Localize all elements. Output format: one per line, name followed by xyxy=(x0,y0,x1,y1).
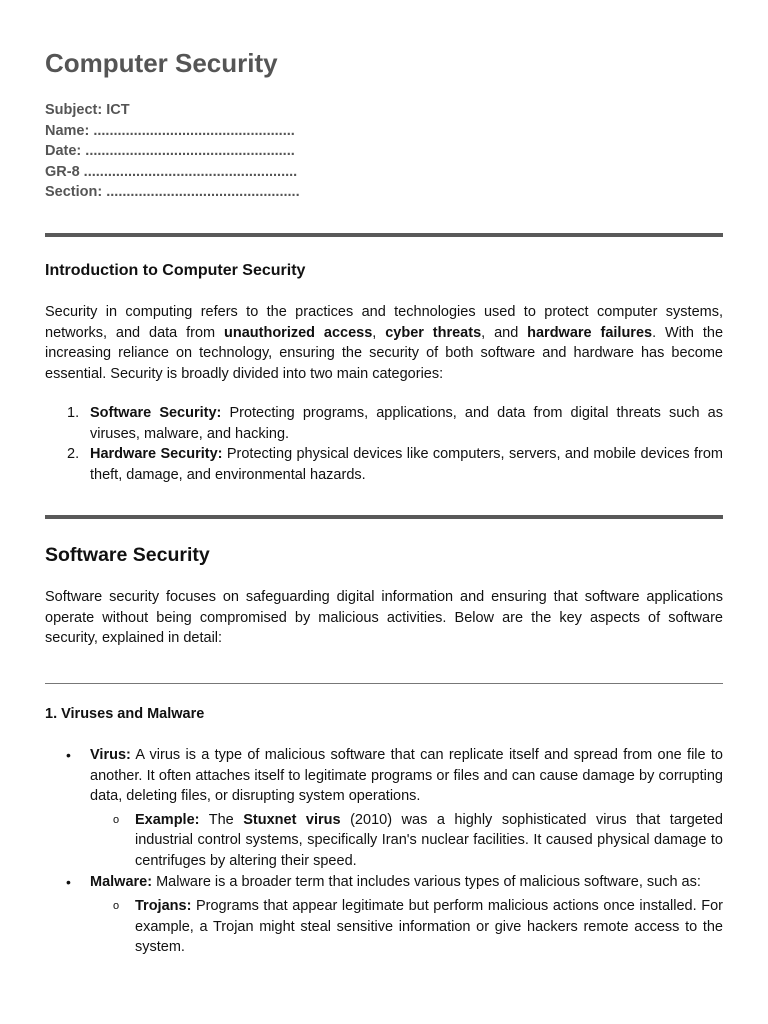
list-text: Protecting physical devices like computers, servers, and mobile devices from theft, damage, and environmental hazards. xyxy=(90,446,724,483)
example-term: Example: xyxy=(135,811,200,828)
malware-term: Malware: xyxy=(90,873,153,890)
intro-text: . With the increasing reliance on technology, ensuring the security of both software and hardware has become essential. Security is broadly divided into two main categories: xyxy=(45,324,724,382)
software-security-paragraph: Software security focuses on safeguarding digital information and ensuring that software applications operate without being compromised by malicious activities. Below are the key aspects of software security, explained in detail: xyxy=(45,589,723,647)
list-item xyxy=(45,872,723,958)
section-divider xyxy=(45,515,723,519)
section-divider xyxy=(45,233,723,237)
section-line: Section: ................................................ xyxy=(45,184,300,201)
list-number: 2. xyxy=(67,446,80,463)
viruses-malware-heading: 1. Viruses and Malware xyxy=(45,706,205,722)
list-term: Software Security: xyxy=(90,405,222,421)
sub-bullet-glyph: o xyxy=(113,900,120,913)
list-item xyxy=(45,745,723,872)
term-unauthorized-access: unauthorized access xyxy=(224,324,373,341)
security-categories-list xyxy=(45,403,723,485)
intro-separator: , and xyxy=(481,324,528,341)
list-item xyxy=(45,403,723,444)
list-item xyxy=(90,896,723,958)
virus-text: A virus is a type of malicious software that can replicate itself and spread from one file to another. It often attaches itself to legitimate programs or files and can cause damage by corrupting data, deleting files, or disrupting system operations. xyxy=(90,747,723,805)
virus-term: Virus: xyxy=(90,747,131,763)
intro-paragraph xyxy=(45,302,723,384)
sub-bullet-glyph: o xyxy=(113,813,120,826)
document-title: Computer Security xyxy=(45,48,278,78)
subsection-divider xyxy=(45,683,723,684)
example-text: (2010) was a highly sophisticated virus that targeted industrial control systems, specifically Iran's nuclear facilities. It caused physical damage to centrifuges by altering their speed. xyxy=(135,811,723,869)
list-number: 1. xyxy=(67,405,80,421)
bullet-glyph: • xyxy=(66,873,71,890)
list-text: Protecting programs, applications, and data from digital threats such as viruses, malware, and hacking. xyxy=(90,405,723,442)
trojans-text: Programs that appear legitimate but perform malicious actions once installed. For example, a Trojan might steal sensitive information or give hackers remote access to the system. xyxy=(135,898,723,956)
software-security-heading: Software Security xyxy=(45,544,210,566)
student-info-block xyxy=(45,100,300,203)
date-line: Date: .................................................... xyxy=(45,143,295,160)
grade-line: GR-8 ..................................................... xyxy=(45,163,298,180)
term-hardware-failures: hardware failures xyxy=(527,324,653,341)
intro-separator: , xyxy=(372,324,386,341)
name-line: Name: .................................................. xyxy=(45,122,295,139)
bullet-glyph: • xyxy=(66,747,71,763)
malware-text: Malware is a broader term that includes various types of malicious software, such as: xyxy=(152,873,701,890)
example-text: The xyxy=(199,811,244,828)
stuxnet-term: Stuxnet virus xyxy=(243,811,341,828)
term-cyber-threats: cyber threats xyxy=(385,324,482,341)
subject-line: Subject: ICT xyxy=(45,102,130,118)
virus-sublist xyxy=(90,810,723,872)
list-term: Hardware Security: xyxy=(90,446,223,463)
malware-sublist xyxy=(90,896,723,958)
intro-heading: Introduction to Computer Security xyxy=(45,262,306,279)
list-item xyxy=(45,444,723,485)
viruses-malware-list xyxy=(45,745,723,958)
intro-text: Security in computing refers to the practices and technologies used to protect computer systems, networks, and data from xyxy=(45,304,723,341)
trojans-term: Trojans: xyxy=(135,898,192,915)
list-item xyxy=(90,810,723,872)
